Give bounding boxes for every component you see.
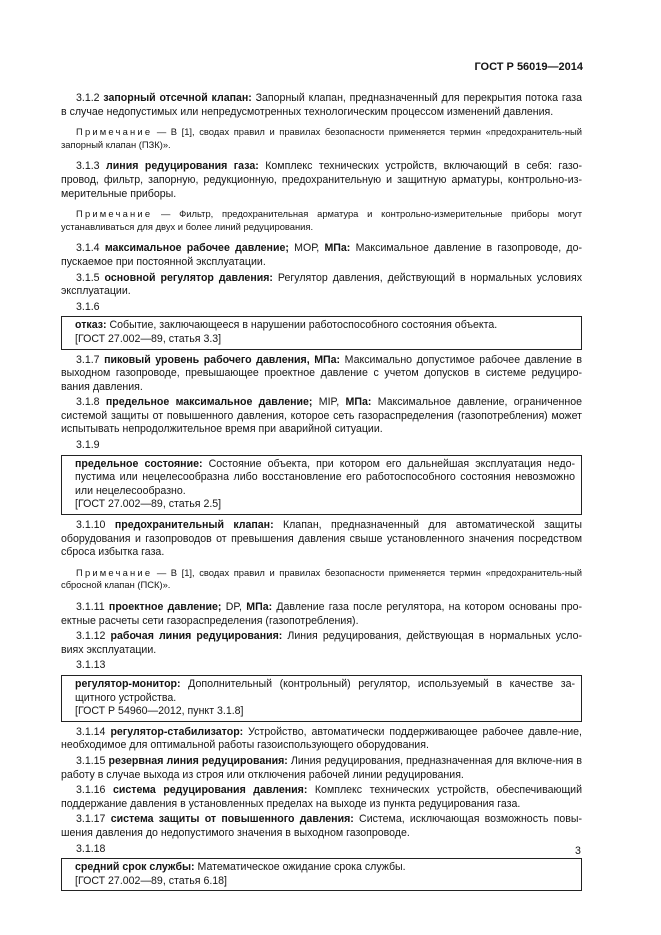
- note: Примечание — В [1], сводах правил и правилах безопасности применяется термин «предохранитель-ный сбросной клапан (ПСК)».: [61, 566, 583, 591]
- term-number: 3.1.6: [76, 300, 100, 313]
- term-box: отказ: Событие, заключающееся в нарушении работоспособного состояния объекта. [ГОСТ 27.002—89, статья 3.3]: [61, 316, 582, 349]
- term-entry: 3.1.3 линия редуцирования газа: Комплекс технических устройств, включающий в себя: газо-провод, фильтр, запорную, редукционную, предохранительную и защитную арматуры, контрольно-из-мерительные приборы.: [61, 160, 582, 200]
- term-entry: 3.1.15 резервная линия редуцирования: Линия редуцирования, предназначенная для включе-ния в работу в случае выхода из строя или отключения рабочей линии редуцирования.: [61, 754, 582, 781]
- term-entry: 3.1.2 запорный отсечной клапан: Запорный клапан, предназначенный для перекрытия потока газа в случае недопустимых или непредусмотренных технологическим процессом изменений давления.: [61, 92, 583, 118]
- reference: [ГОСТ 27.002—89, статья 2.5]: [75, 498, 222, 511]
- term-number: 3.1.9: [76, 439, 100, 452]
- term-entry: 3.1.5 основной регулятор давления: Регулятор давления, действующий в нормальных условиях эксплуатации.: [61, 271, 582, 298]
- term-entry: 3.1.11 проектное давление; DP, МПа: Давление газа после регулятора, на котором основаны про-ектные расчеты сети газораспределения (газопотребления).: [61, 601, 583, 627]
- page-number: 3: [575, 845, 581, 857]
- term-number: 3.1.13: [76, 659, 106, 672]
- document-body: [61, 92, 582, 895]
- reference: [ГОСТ 27.002—89, статья 3.3]: [75, 332, 222, 345]
- term-entry: 3.1.16 система редуцирования давления: Комплекс технических устройств, обеспечивающий поддержание давления в установленных пределах на выходе из пункта редуцирования газа.: [61, 784, 582, 810]
- term-entry: 3.1.14 регулятор-стабилизатор: Устройство, автоматически поддерживающее рабочее давле-ние, необходимое для оптимальной работы газоиспользующего оборудования.: [61, 725, 582, 752]
- term-box: регулятор-монитор: Дополнительный (контрольный) регулятор, используемый в качестве за-щитного устройства. [ГОСТ Р 54960—2012, пункт 3.1.8]: [61, 675, 582, 722]
- note: Примечание — Фильтр, предохранительная арматура и контрольно-измерительные приборы могут устанавливаться для двух и более линий редуцирования.: [61, 208, 582, 232]
- term-box: средний срок службы: Математическое ожидание срока службы. [ГОСТ 27.002—89, статья 6.18]: [61, 858, 582, 891]
- reference: [ГОСТ 27.002—89, статья 6.18]: [75, 874, 228, 887]
- term-number: 3.1.18: [76, 842, 106, 855]
- term-entry: 3.1.4 максимальное рабочее давление; МОР, МПа: Максимальное давление в газопроводе, до-пускаемое при постоянной эксплуатации.: [61, 242, 583, 268]
- term-entry: 3.1.8 предельное максимальное давление; MIP, МПа: Максимальное давление, ограниченное системой защиты от повышенного давления, которое сеть газораспределения (газопотребления) может испытывать непродолжительное время при аварийной ситуации.: [61, 396, 582, 436]
- term-entry: 3.1.17 система защиты от повышенного давления: Система, исключающая возможность повы-шения давления до недопустимого значения в выходном газопроводе.: [61, 813, 582, 839]
- term-box: предельное состояние: Состояние объекта, при котором его дальнейшая эксплуатация недо-пустима или нецелесообразна либо восстановление его работоспособного состояния невозможно или нецелесообразно. [ГОСТ 27.002—89, статья 2.5]: [61, 455, 582, 515]
- term-entry: 3.1.10 предохранительный клапан: Клапан, предназначенный для автоматической защиты оборудования и газопроводов от превышения давления свыше установленного значения посредством сброса избытка газа.: [61, 519, 582, 559]
- term-entry: 3.1.7 пиковый уровень рабочего давления, МПа: Максимально допустимое рабочее давление в выходном газопроводе, превышающее проектное давление с учетом допусков в системе редуциро-вания давления.: [61, 353, 583, 393]
- reference: [ГОСТ Р 54960—2012, пункт 3.1.8]: [75, 705, 244, 718]
- term-entry: 3.1.12 рабочая линия редуцирования: Линия редуцирования, действующая в нормальных усло-виях эксплуатации.: [61, 630, 582, 656]
- note: Примечание — В [1], сводах правил и правилах безопасности применяется термин «предохранитель-ный запорный клапан (ПЗК)».: [61, 126, 583, 150]
- document-header: ГОСТ Р 56019—2014: [474, 61, 583, 73]
